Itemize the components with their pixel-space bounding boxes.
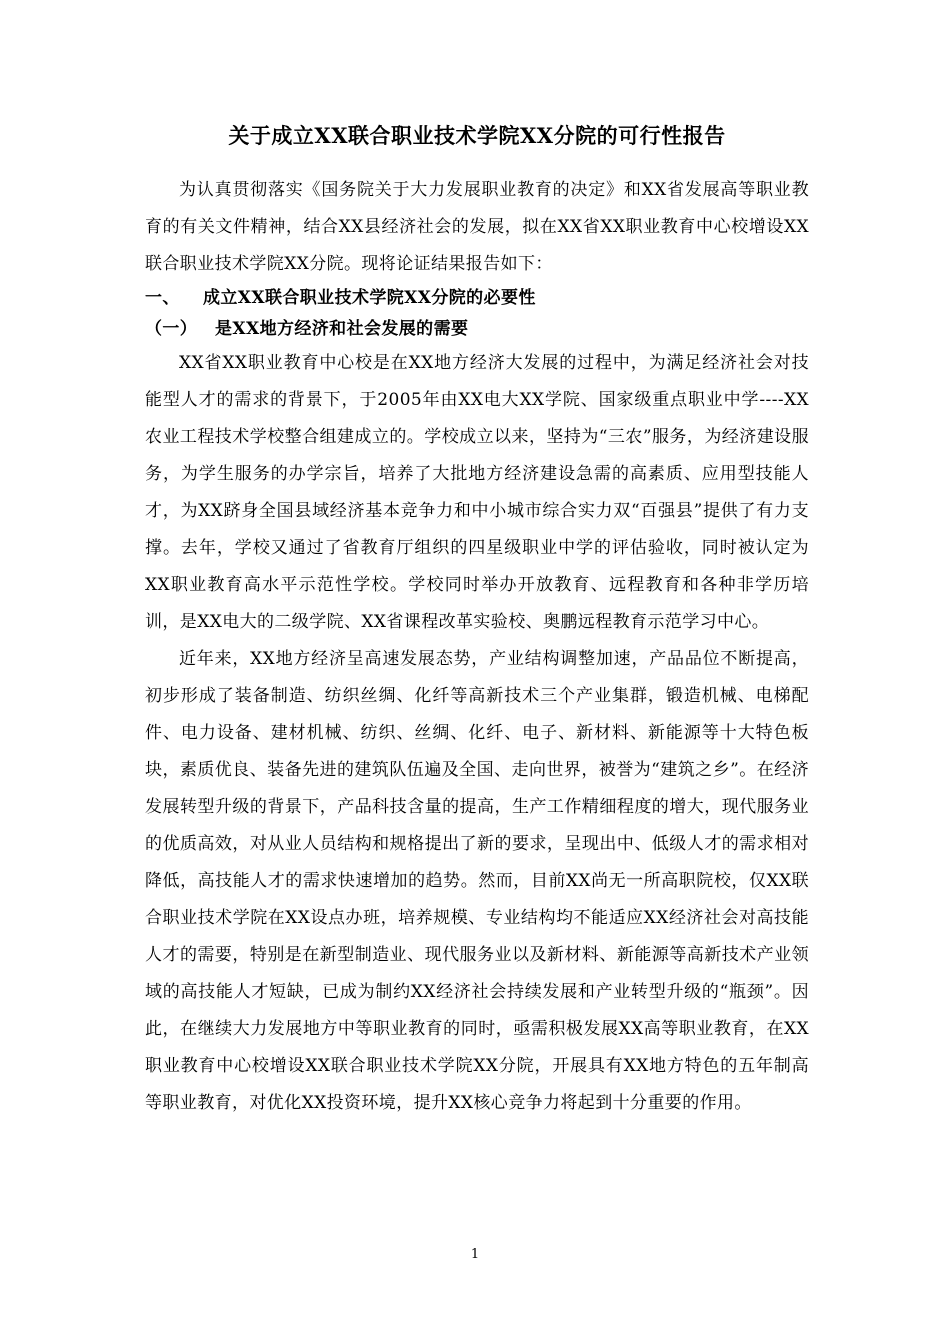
document-title: 关于成立XX联合职业技术学院XX分院的可行性报告 <box>228 123 726 148</box>
section-heading-1 <box>145 283 809 314</box>
body-paragraph-2: 近年来，XX地方经济呈高速发展态势，产业结构调整加速，产品品位不断提高，初步形成了装备制造、纺织丝绸、化纤等高新技术三个产业集群，锻造机械、电梯配件、电力设备、建材机械、纺织、丝绸、化纤、电子、新材料、新能源等十大特色板块，素质优良、装备先进的建筑队伍遍及全国、走向世界，被誉为“建筑之乡”。在经济发展转型升级的背景下，产品科技含量的提高，生产工作精细程度的增大，现代服务业的优质高效，对从业人员结构和规格提出了新的要求，呈现出中、低级人才的需求相对降低，高技能人才的需求快速增加的趋势。然而，目前XX尚无一所高职院校，仅XX联合职业技术学院在XX设点办班，培养规模、专业结构均不能适应XX经济社会对高技能人才的需要，特别是在新型制造业、现代服务业以及新材料、新能源等高新技术产业领域的高技能人才短缺，已成为制约XX经济社会持续发展和产业转型升级的“瓶颈”。因此，在继续大力发展地方中等职业教育的同时，亟需积极发展XX高等职业教育，在XX职业教育中心校增设XX联合职业技术学院XX分院，开展具有XX地方特色的五年制高等职业教育，对优化XX投资环境，提升XX核心竞争力将起到十分重要的作用。 <box>145 649 809 1113</box>
subsection-heading-1 <box>145 314 809 345</box>
section-number: 一、 <box>145 288 180 308</box>
page-number: 1 <box>470 1247 480 1262</box>
intro-paragraph: 为认真贯彻落实《国务院关于大力发展职业教育的决定》和XX省发展高等职业教育的有关文件精神，结合XX县经济社会的发展，拟在XX省XX职业教育中心校增设XX联合职业技术学院XX分院。现将论证结果报告如下： <box>145 180 809 274</box>
section-title: 成立XX联合职业技术学院XX分院的必要性 <box>203 288 536 308</box>
body-paragraph-1: XX省XX职业教育中心校是在XX地方经济大发展的过程中，为满足经济社会对技能型人才的需求的背景下，于2005年由XX电大XX学院、国家级重点职业中学----XX农业工程技术学校整合组建成立的。学校成立以来，坚持为“三农”服务，为经济建设服务，为学生服务的办学宗旨，培养了大批地方经济建设急需的高素质、应用型技能人才，为XX跻身全国县域经济基本竞争力和中小城市综合实力双“百强县”提供了有力支撑。去年，学校又通过了省教育厅组织的四星级职业中学的评估验收，同时被认定为XX职业教育高水平示范性学校。学校同时举办开放教育、远程教育和各种非学历培训，是XX电大的二级学院、XX省课程改革实验校、奥鹏远程教育示范学习中心。 <box>145 353 809 632</box>
subsection-number: （一） <box>145 319 198 339</box>
subsection-title: 是XX地方经济和社会发展的需要 <box>215 319 469 339</box>
document-body <box>145 118 809 1122</box>
